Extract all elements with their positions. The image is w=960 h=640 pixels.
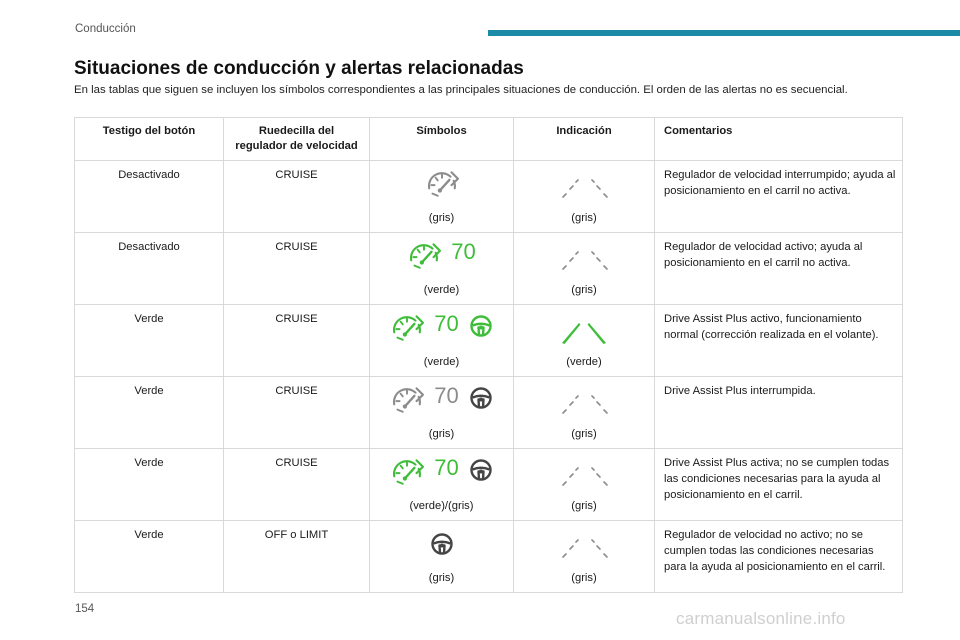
speed-value: 70 — [451, 239, 476, 264]
speed-limiter-icon — [390, 384, 424, 414]
symbol-caption: (gris) — [428, 572, 455, 584]
indication-cell — [514, 521, 655, 593]
lane-lines-dashed-icon — [544, 246, 624, 276]
witness-cell: Verde — [75, 377, 224, 449]
section-label: Conducción — [75, 23, 136, 35]
wheel-cell: CRUISE — [224, 377, 370, 449]
witness-cell: Verde — [75, 521, 224, 593]
alerts-table — [74, 117, 903, 593]
table-header-row — [75, 118, 903, 161]
steering-wheel-icon — [469, 458, 493, 482]
comment-cell: Regulador de velocidad no activo; no se cumplen todas las condiciones necesarias para la ayuda al posicionamiento en el carril. — [655, 521, 903, 593]
symbol-caption: (gris) — [428, 212, 455, 224]
comment-cell: Regulador de velocidad activo; ayuda al posicionamiento en el carril no activa. — [655, 233, 903, 305]
symbols-cell — [370, 233, 514, 305]
symbols-cell — [370, 161, 514, 233]
wheel-cell: CRUISE — [224, 305, 370, 377]
lane-lines-dashed-icon — [544, 174, 624, 204]
wheel-cell: CRUISE — [224, 449, 370, 521]
speed-limiter-icon — [425, 168, 459, 198]
witness-cell: Desactivado — [75, 161, 224, 233]
witness-cell: Desactivado — [75, 233, 224, 305]
lane-lines-solid-icon — [544, 318, 624, 348]
comment-cell: Regulador de velocidad interrumpido; ayuda al posicionamiento en el carril no activa. — [655, 161, 903, 233]
witness-cell: Verde — [75, 449, 224, 521]
indication-caption: (gris) — [571, 212, 597, 224]
intro-text: En las tablas que siguen se incluyen los símbolos correspondientes a las principales situaciones de conducción. El orden de las alertas no es secuencial. — [74, 84, 848, 96]
symbols-cell — [370, 305, 514, 377]
table-row — [75, 449, 903, 521]
lane-lines-dashed-icon — [544, 534, 624, 564]
indication-caption: (gris) — [571, 572, 597, 584]
symbols-cell — [370, 377, 514, 449]
witness-cell: Verde — [75, 305, 224, 377]
header-witness: Testigo del botón — [75, 118, 224, 161]
table-row — [75, 377, 903, 449]
wheel-cell: OFF o LIMIT — [224, 521, 370, 593]
symbol-caption: (verde) — [423, 284, 460, 296]
steering-wheel-icon — [469, 314, 493, 338]
wheel-cell: CRUISE — [224, 161, 370, 233]
indication-caption: (gris) — [571, 500, 597, 512]
indication-caption: (verde) — [566, 356, 602, 368]
header-wheel-line2: regulador de velocidad — [235, 140, 358, 152]
table-row — [75, 521, 903, 593]
table-row — [75, 233, 903, 305]
indication-caption: (gris) — [571, 284, 597, 296]
speed-value: 70 — [434, 383, 459, 408]
steering-wheel-icon — [469, 386, 493, 410]
indication-cell — [514, 233, 655, 305]
header-accent-bar — [488, 30, 960, 36]
indication-cell — [514, 377, 655, 449]
symbol-caption: (verde)/(gris) — [409, 500, 474, 512]
wheel-cell: CRUISE — [224, 233, 370, 305]
indication-cell — [514, 161, 655, 233]
header-comments: Comentarios — [655, 118, 903, 161]
lane-lines-dashed-icon — [544, 390, 624, 420]
comment-cell: Drive Assist Plus interrumpida. — [655, 377, 903, 449]
table-row — [75, 161, 903, 233]
speed-value: 70 — [434, 311, 459, 336]
table-row — [75, 305, 903, 377]
indication-cell — [514, 305, 655, 377]
watermark: carmanualsonline.info — [676, 609, 846, 628]
speed-limiter-icon — [407, 240, 441, 270]
page-title: Situaciones de conducción y alertas relacionadas — [74, 58, 524, 79]
symbol-caption: (verde) — [423, 356, 460, 368]
steering-wheel-icon — [430, 532, 454, 556]
indication-cell — [514, 449, 655, 521]
speed-limiter-icon — [390, 312, 424, 342]
comment-cell: Drive Assist Plus activo, funcionamiento normal (corrección realizada en el volante). — [655, 305, 903, 377]
lane-lines-dashed-icon — [544, 462, 624, 492]
indication-caption: (gris) — [571, 428, 597, 440]
speed-value: 70 — [434, 455, 459, 480]
symbols-cell — [370, 449, 514, 521]
comment-cell: Drive Assist Plus activa; no se cumplen todas las condiciones necesarias para la ayuda al posicionamiento en el carril. — [655, 449, 903, 521]
header-wheel-line1: Ruedecilla del — [258, 125, 335, 137]
speed-limiter-icon — [390, 456, 424, 486]
header-wheel — [224, 118, 370, 161]
page-number: 154 — [75, 603, 95, 615]
symbols-cell — [370, 521, 514, 593]
symbol-caption: (gris) — [428, 428, 455, 440]
header-symbols: Símbolos — [370, 118, 514, 161]
header-indication: Indicación — [514, 118, 655, 161]
